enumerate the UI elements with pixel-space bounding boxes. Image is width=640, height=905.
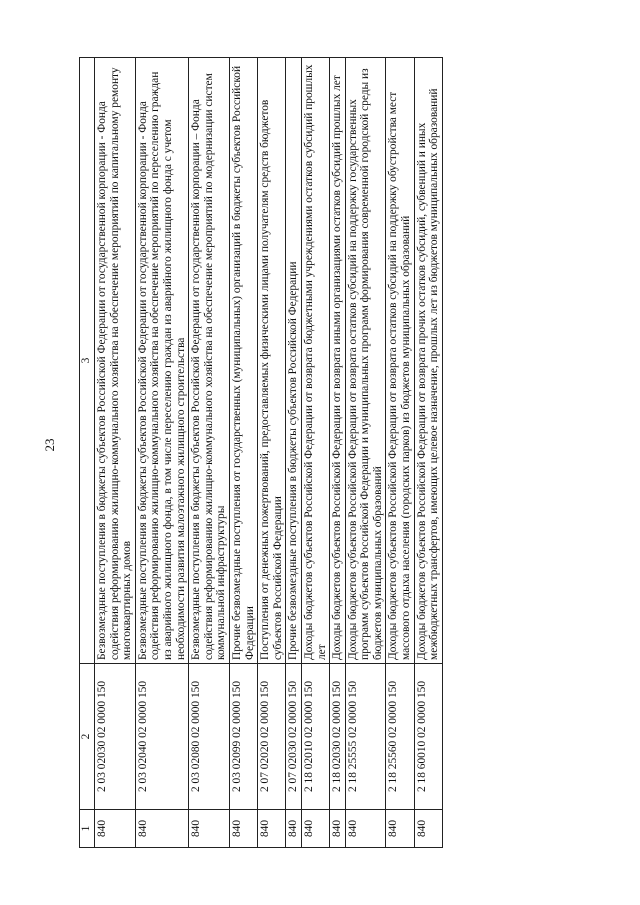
revenue-name-cell: Доходы бюджетов субъектов Российской Федерации от возврата прочих остатков субсидий, субвенций и иных межбюджетных трансфертов, имеющих целевое назначение, прошлых лет из бюджетов муниципальных образований — [414, 58, 442, 664]
admin-code-cell: 840 — [386, 810, 414, 848]
rotated-table-frame — [79, 58, 559, 848]
admin-code-cell: 840 — [345, 810, 386, 848]
budget-code-cell: 2 18 02010 02 0000 150 — [301, 664, 329, 810]
budget-code-cell: 2 03 02080 02 0000 150 — [189, 664, 230, 810]
budget-code-cell: 2 18 02030 02 0000 150 — [330, 664, 346, 810]
admin-code-cell: 840 — [286, 810, 302, 848]
table-container — [79, 58, 640, 838]
admin-code-cell: 840 — [189, 810, 230, 848]
revenue-name-cell: Доходы бюджетов субъектов Российской Федерации от возврата бюджетными учреждениями остатков субсидий прошлых лет — [301, 58, 329, 664]
admin-code-cell: 840 — [414, 810, 442, 848]
revenue-name-cell: Доходы бюджетов субъектов Российской Федерации от возврата иными организациями остатков субсидий прошлых лет — [330, 58, 346, 664]
table-row — [301, 58, 329, 848]
admin-code-cell: 840 — [229, 810, 257, 848]
budget-code-cell: 2 07 02020 02 0000 150 — [258, 664, 286, 810]
table-row — [95, 58, 136, 848]
revenue-name-cell: Безвозмездные поступления в бюджеты субъектов Российской Федерации от государственной корпорации - Фонда содействия реформированию жилищно-коммунального хозяйства на обеспечение мероприятий по капитальному ремонту многоквартирных домов — [95, 58, 136, 664]
revenue-name-cell: Прочие безвозмездные поступления в бюджеты субъектов Российской Федерации — [286, 58, 302, 664]
header-col-1: 1 — [80, 810, 95, 848]
table-header-row — [80, 58, 95, 848]
page-number: 23 — [42, 438, 57, 452]
budget-code-cell: 2 03 02040 02 0000 150 — [135, 664, 188, 810]
admin-code-cell: 840 — [135, 810, 188, 848]
budget-code-cell: 2 18 25555 02 0000 150 — [345, 664, 386, 810]
table-row — [258, 58, 286, 848]
header-col-3: 3 — [80, 58, 95, 664]
budget-code-cell: 2 18 25560 02 0000 150 — [386, 664, 414, 810]
admin-code-cell: 840 — [95, 810, 136, 848]
table-row — [229, 58, 257, 848]
table-row — [189, 58, 230, 848]
table-row — [414, 58, 442, 848]
revenue-name-cell: Прочие безвозмездные поступления от государственных (муниципальных) организаций в бюджеты субъектов Российской Федерации — [229, 58, 257, 664]
revenue-name-cell: Доходы бюджетов субъектов Российской Федерации от возврата остатков субсидий на поддержку государственных программ субъектов Российской Федерации и муниципальных программ формирования современной городской среды из бюджетов муниципальных образований — [345, 58, 386, 664]
revenue-name-cell: Доходы бюджетов субъектов Российской Федерации от возврата остатков субсидий на поддержку обустройства мест массового отдыха населения (городских парков) из бюджетов муниципальных образований — [386, 58, 414, 664]
budget-code-cell: 2 03 02030 02 0000 150 — [95, 664, 136, 810]
table-row — [386, 58, 414, 848]
revenue-codes-table — [79, 57, 443, 848]
revenue-name-cell: Поступления от денежных пожертвований, предоставляемых физическими лицами получателям средств бюджетов субъектов Российской Федерации — [258, 58, 286, 664]
table-row — [286, 58, 302, 848]
table-body — [95, 58, 443, 848]
table-row — [135, 58, 188, 848]
revenue-name-cell: Безвозмездные поступления в бюджеты субъектов Российской Федерации от государственной корпорации - Фонда содействия реформированию жилищно-коммунального хозяйства на обеспечение мероприятий по переселению граждан из аварийного жилищного фонда, в том числе переселению граждан из аварийного жилищного фонда с учетом необходимости развития малоэтажного жилищного строительства — [135, 58, 188, 664]
budget-code-cell: 2 18 60010 02 0000 150 — [414, 664, 442, 810]
admin-code-cell: 840 — [330, 810, 346, 848]
budget-code-cell: 2 07 02030 02 0000 150 — [286, 664, 302, 810]
budget-code-cell: 2 03 02099 02 0000 150 — [229, 664, 257, 810]
table-row — [330, 58, 346, 848]
table-row — [345, 58, 386, 848]
revenue-name-cell: Безвозмездные поступления в бюджеты субъектов Российской Федерации от государственной корпорации – Фонда содействия реформированию жилищно-коммунального хозяйства на обеспечение мероприятий по модернизации систем коммунальной инфраструктуры — [189, 58, 230, 664]
admin-code-cell: 840 — [258, 810, 286, 848]
admin-code-cell: 840 — [301, 810, 329, 848]
header-col-2: 2 — [80, 664, 95, 810]
